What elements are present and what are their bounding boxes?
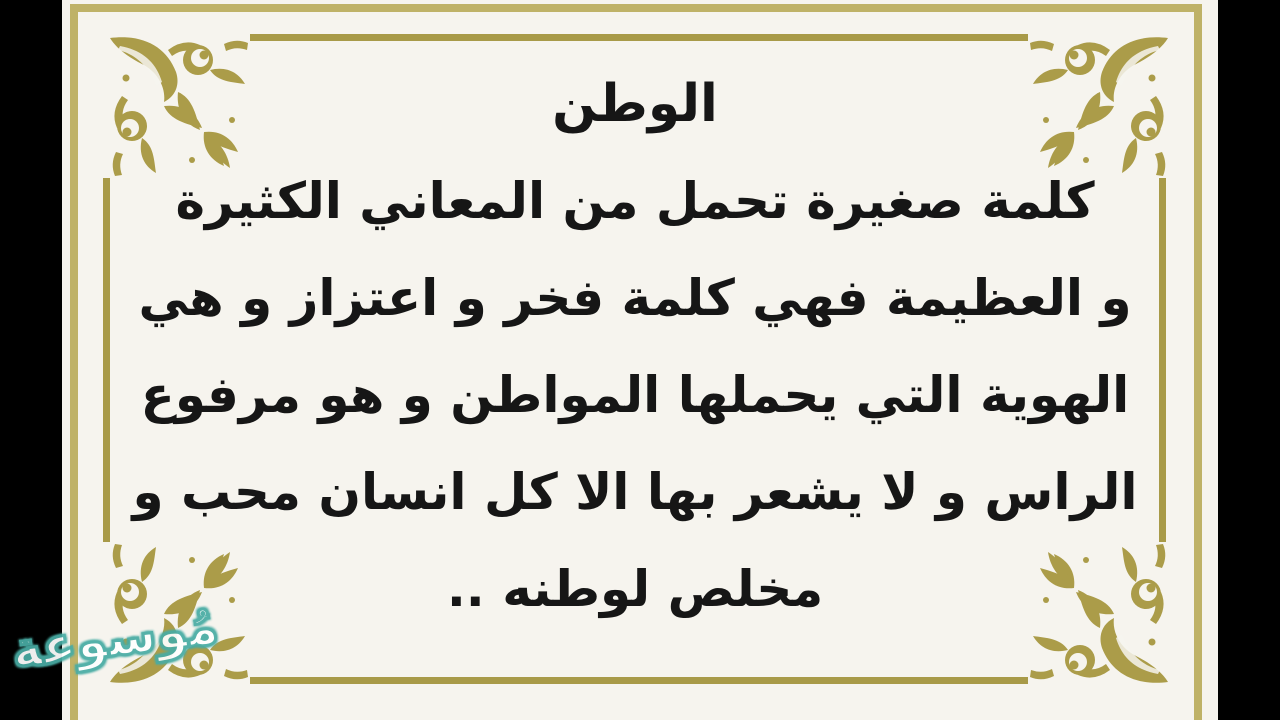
letterbox-bar-right [1218, 0, 1280, 720]
text-line: مخلص لوطنه .. [446, 560, 824, 618]
arabic-text-block [122, 56, 1148, 638]
text-line: كلمة صغيرة تحمل من المعاني الكثيرة [175, 172, 1095, 230]
framed-text-card [62, 0, 1218, 720]
text-line: الراس و لا يشعر بها الا كل انسان محب و [132, 463, 1138, 521]
text-line: و العظيمة فهي كلمة فخر و اعتزاز و هي [138, 269, 1132, 327]
letterbox-bar-left [0, 0, 62, 720]
text-line: الهوية التي يحملها المواطن و هو مرفوع [140, 366, 1130, 424]
watermark-logo: مُوسوعة [8, 596, 222, 680]
page-title: الوطن [552, 74, 718, 134]
